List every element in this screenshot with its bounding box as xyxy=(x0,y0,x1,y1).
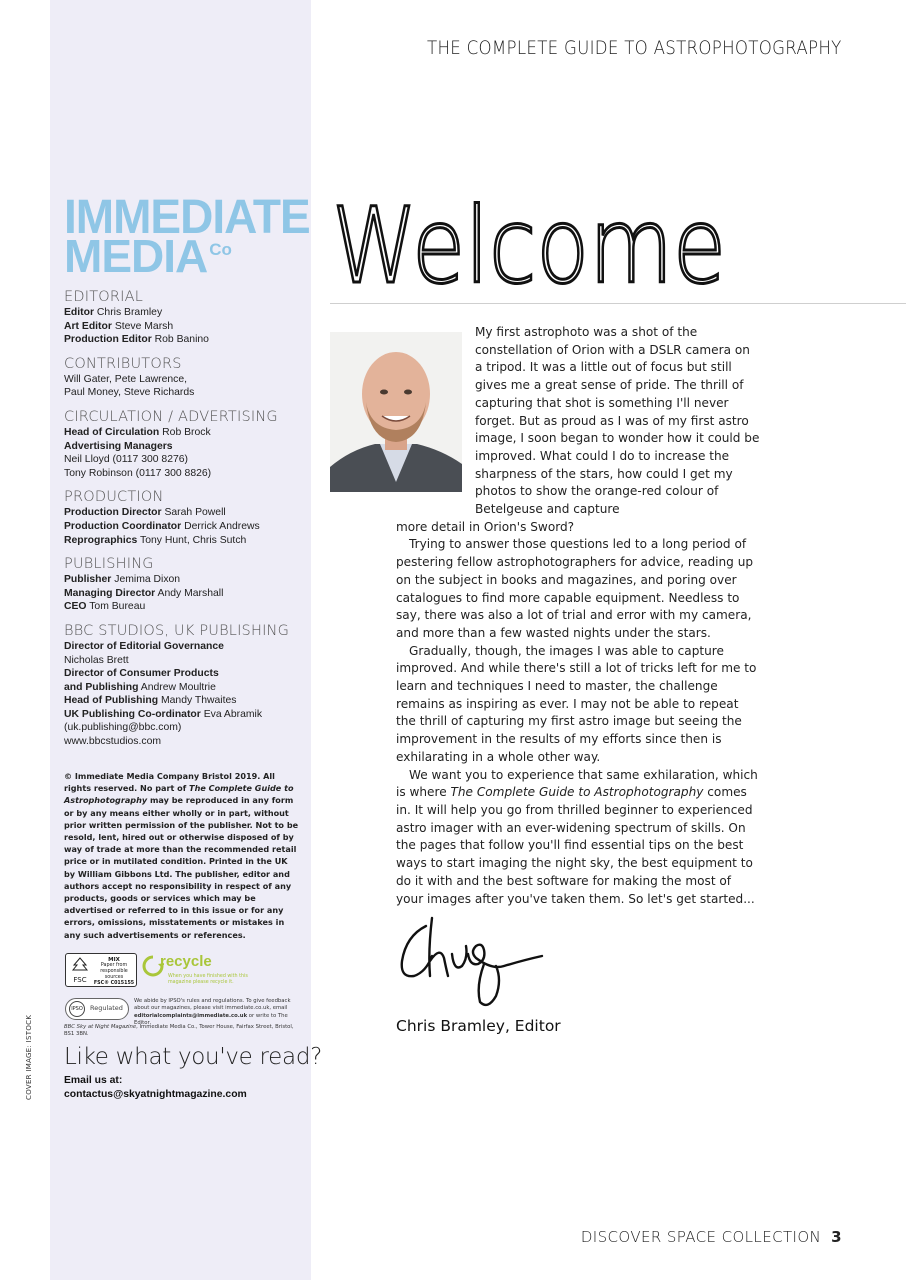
welcome-title xyxy=(330,176,770,296)
masthead-row xyxy=(64,573,304,587)
masthead-role: Managing Director xyxy=(64,587,156,599)
masthead-role: Reprographics xyxy=(64,534,138,546)
masthead-name: Nicholas Brett xyxy=(64,654,129,666)
masthead-role: Advertising Managers xyxy=(64,440,173,452)
page-footer xyxy=(581,1228,842,1246)
masthead-row xyxy=(64,506,304,520)
masthead-name: www.bbcstudios.com xyxy=(64,736,162,748)
masthead-role: UK Publishing Co-ordinator xyxy=(64,708,201,720)
signature-name: Chris Bramley, Editor xyxy=(396,1017,561,1035)
recycle-sub: When you have finished with this magazine please recycle it. xyxy=(168,974,248,985)
masthead-name: Derrick Andrews xyxy=(184,520,260,532)
masthead-section-heading: BBC STUDIOS, UK PUBLISHING xyxy=(64,622,290,639)
masthead-row xyxy=(64,735,304,749)
footer-label: DISCOVER SPACE COLLECTION xyxy=(580,1228,822,1246)
masthead-section-heading: EDITORIAL xyxy=(64,289,144,305)
masthead-section-heading: CONTRIBUTORS xyxy=(64,355,182,372)
cover-credit: COVER IMAGE: ISTOCK xyxy=(25,1014,33,1100)
masthead-name: Andrew Moultrie xyxy=(140,681,216,693)
masthead-name: Chris Bramley xyxy=(96,307,163,318)
masthead-section-heading: PRODUCTION xyxy=(64,489,164,506)
masthead-row xyxy=(64,520,304,534)
logo-suffix: Co xyxy=(209,240,232,260)
masthead-name: Tony Robinson (0117 300 8826) xyxy=(64,467,212,479)
masthead-row xyxy=(64,453,304,467)
masthead-row xyxy=(64,587,304,601)
email-block xyxy=(64,1074,247,1101)
legal-notice xyxy=(64,770,300,941)
masthead-row xyxy=(64,640,304,654)
address xyxy=(64,1024,304,1039)
tree-icon xyxy=(70,957,90,984)
recycle-word: recycle xyxy=(160,953,212,970)
page-number: 3 xyxy=(831,1228,842,1246)
masthead-row xyxy=(64,467,304,481)
fsc-code: FSC® C015155 xyxy=(93,981,135,986)
masthead-name: Rob Banino xyxy=(154,334,209,346)
masthead-row xyxy=(64,654,304,668)
masthead-section-heading: PUBLISHING xyxy=(64,556,154,573)
masthead-row xyxy=(64,600,304,614)
legal-part2: may be reproduced in any form or by any means either wholly or in part, without prior written permission of the publisher. Not to be resold, lent, hired out or otherwise disposed of by way of trade at more than the recommended retail price or in mutilated condition. Printed in the UK by William Gibbons Ltd. The publisher, editor and authors accept no responsibility in respect of any products, goods or services which may be advertised or referred to in this issue or for any errors, omissions, misstatements or mistakes in any such advertisements or references. xyxy=(64,795,299,940)
masthead-row xyxy=(64,320,304,334)
masthead-row xyxy=(64,306,304,320)
masthead-name: Andy Marshall xyxy=(157,587,224,599)
masthead-row xyxy=(64,534,304,548)
masthead-row xyxy=(64,333,304,347)
masthead-name: Jemima Dixon xyxy=(114,574,181,586)
ipso-icon: IPSO xyxy=(69,1001,85,1017)
masthead-role: Production Director xyxy=(64,507,162,519)
ipso-email[interactable]: editorialcomplaints@immediate.co.uk xyxy=(134,1012,248,1019)
running-head: THE COMPLETE GUIDE TO ASTROPHOTOGRAPHY xyxy=(427,38,842,59)
masthead-name: Mandy Thwaites xyxy=(161,695,237,707)
masthead-role: and Publishing xyxy=(64,681,139,693)
ipso-label: Regulated xyxy=(90,1004,123,1012)
email-link[interactable]: contactus@skyatnightmagazine.com xyxy=(64,1088,247,1100)
masthead-name: Neil Lloyd (0117 300 8276) xyxy=(64,454,189,466)
fsc-desc: Paper from responsible sources xyxy=(100,963,128,980)
masthead-row xyxy=(64,373,304,387)
masthead-name: Eva Abramik xyxy=(203,708,263,720)
masthead-name: Steve Marsh xyxy=(114,320,174,332)
ipso-badge xyxy=(65,998,129,1020)
masthead-row xyxy=(64,386,304,400)
logo-line2: MEDIA xyxy=(64,230,208,283)
like-heading: Like what you've read? xyxy=(64,1044,323,1070)
paragraph-1: My first astrophoto was a shot of the constellation of Orion with a DSLR camera on a tripod. It was a little out of focus but still gives me a great sense of pride. The thrill of capturing that shot is something I'll never forget. But as proud as I was of my first astro image, I soon began to wonder how it could be improved. What could I do to increase the sharpness of the stars, how could I get my photos to show the orange-red colour of Betelgeuse and capture xyxy=(475,325,760,517)
legal-part1: © Immediate Media Company Bristol 2019. All rights reserved. No part of xyxy=(64,771,275,794)
masthead-name: Paul Money, Steve Richards xyxy=(64,387,195,399)
paragraph-4b: comes in. It will help you go from thrilled beginner to experienced astro imager with an ever-widening spectrum of skills. On the pages that follow you'll find essential tips on the best ways to start imaging the night sky, the best equipment to do it with and the best software for making the most of your images after you've taken them. So let's get started... xyxy=(396,785,755,906)
masthead-row xyxy=(64,440,304,454)
masthead-row xyxy=(64,681,304,695)
paragraph-2: Trying to answer those questions led to a long period of pestering fellow astrophotographers for advice, reading up on the subject in books and magazines, and poring over catalogues to find more capable equipment. Needless to say, there was also a lot of trial and error with my camera, and more than a few wasted nights under the stars. xyxy=(396,537,754,640)
fsc-logo xyxy=(65,953,137,987)
email-label: Email us at: xyxy=(64,1075,123,1086)
masthead xyxy=(64,289,304,749)
wrapped-paragraph xyxy=(396,324,760,519)
masthead-role: Production Coordinator xyxy=(64,520,182,532)
paragraph-4 xyxy=(396,767,760,909)
address-magazine: BBC Sky at Night Magazine xyxy=(64,1024,137,1030)
masthead-row xyxy=(64,721,304,735)
masthead-row xyxy=(64,708,304,722)
ipso-text xyxy=(134,998,299,1027)
masthead-role: Head of Circulation xyxy=(64,426,160,438)
masthead-name: Will Gater, Pete Lawrence, xyxy=(64,373,188,385)
masthead-row xyxy=(64,426,304,440)
masthead-row xyxy=(64,694,304,708)
masthead-row xyxy=(64,667,304,681)
masthead-name: Tom Bureau xyxy=(89,601,146,613)
paragraph-4a: We want you to experience that same exhilaration, which is where xyxy=(396,767,758,800)
welcome-text: Welcome xyxy=(332,185,726,296)
masthead-role: Head of Publishing xyxy=(64,695,159,707)
masthead-name: (uk.publishing@bbc.com) xyxy=(64,722,182,734)
paragraph-3: Gradually, though, the images I was able to capture improved. And while there's still a lot of tricks left for me to learn and techniques I need to master, the challenge remains as inspiring as ever. I may not be able to repeat the thrill of capturing my first astro image but seeing the improvement in the results of my efforts since then is exhilarating in a whole other way. xyxy=(396,643,757,764)
masthead-role: Art Editor xyxy=(64,320,112,332)
fsc-text xyxy=(92,957,136,987)
legal-title: The Complete Guide to Astrophotography xyxy=(64,783,294,806)
title-rule xyxy=(330,303,906,304)
immediate-media-logo xyxy=(64,188,310,283)
masthead-name: Sarah Powell xyxy=(164,507,226,519)
masthead-role: Director of Consumer Products xyxy=(64,668,219,680)
editor-signature xyxy=(396,906,546,1010)
logo-line1: IMMEDIATE xyxy=(64,188,310,244)
masthead-role: CEO xyxy=(64,601,87,613)
masthead-section-heading: CIRCULATION / ADVERTISING xyxy=(64,408,278,425)
recycle-logo xyxy=(142,953,252,987)
masthead-role: Director of Editorial Governance xyxy=(64,640,224,652)
welcome-body xyxy=(396,324,760,908)
masthead-name: Rob Brock xyxy=(162,426,211,438)
masthead-role: Production Editor xyxy=(64,334,152,346)
paragraph-1-end: more detail in Orion's Sword? xyxy=(396,519,575,534)
fsc-label: FSC xyxy=(73,976,87,984)
ipso-text2: or write to The Editor, xyxy=(134,1012,288,1026)
masthead-role: Editor xyxy=(64,307,95,318)
paragraph-4-title: The Complete Guide to Astrophotography xyxy=(450,785,704,800)
address-rest: , Immediate Media Co., Tower House, Fairfax Street, Bristol, BS1 3BN. xyxy=(64,1024,294,1038)
ipso-text1: We abide by IPSO's rules and regulations. To give feedback about our magazines, please visit immediate.co.uk, email xyxy=(134,998,291,1012)
masthead-name: Tony Hunt, Chris Sutch xyxy=(140,534,247,546)
masthead-role: Publisher xyxy=(64,574,112,586)
fsc-mix: MIX xyxy=(108,957,120,963)
